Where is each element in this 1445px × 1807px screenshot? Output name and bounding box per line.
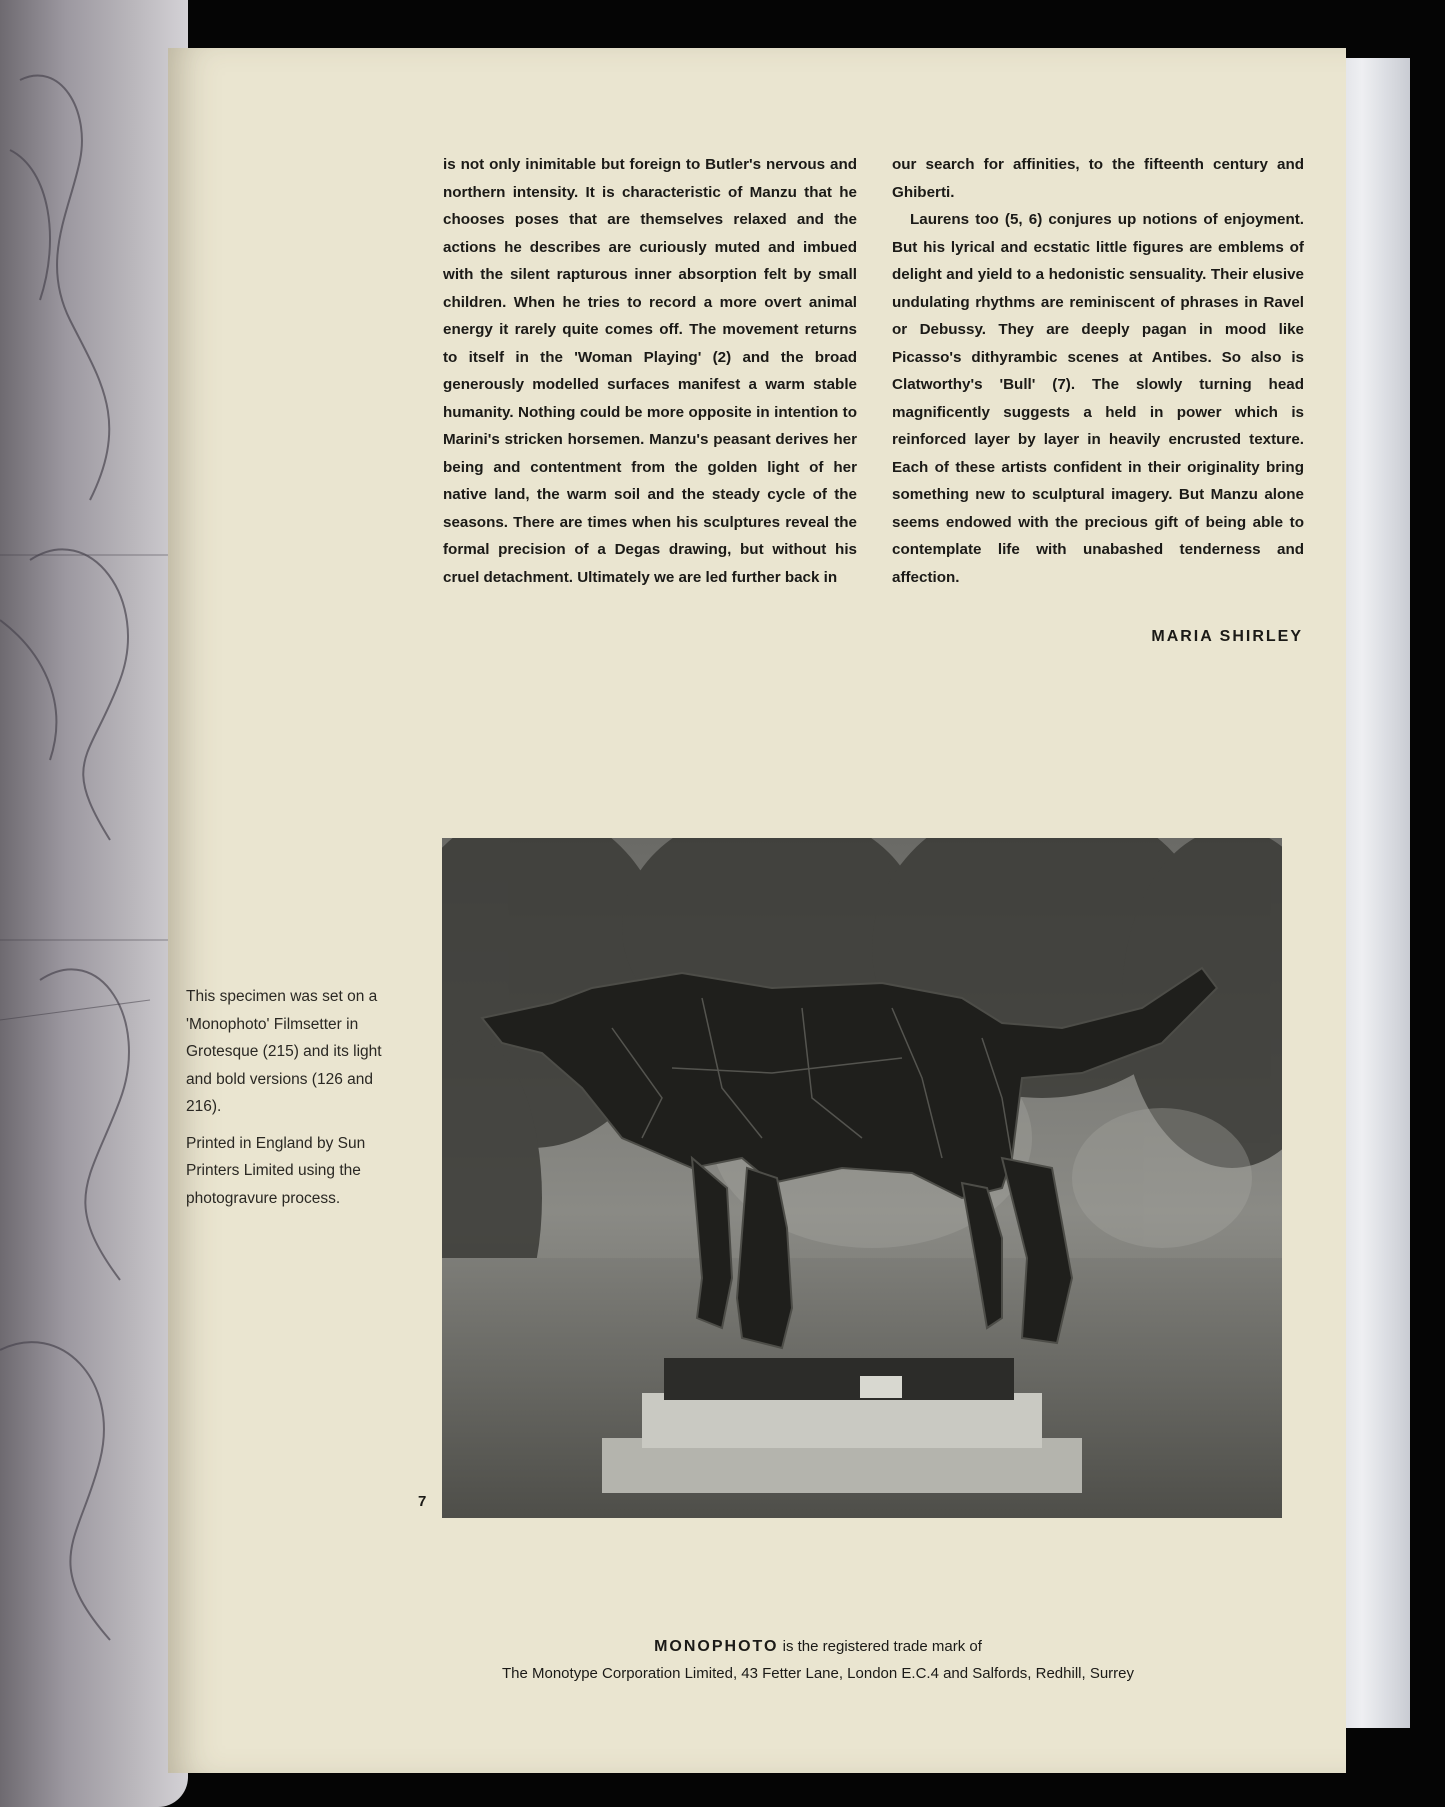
article-paragraph: is not only inimitable but foreign to Butler's nervous and northern intensity. It is characteristic of Manzu that he chooses poses that are themselves relaxed and the actions he describes are curiously muted and imbued with the silent rapturous inner absorption felt by small children. When he tries to record a more overt animal energy it rarely quite comes off. The movement returns to itself in the 'Woman Playing' (2) and the broad generously modelled surfaces manifest a warm stable humanity. Nothing could be more opposite in intention to Marini's stricken horsemen. Manzu's peasant derives her being and contentment from the golden light of her native land, the warm soil and the steady cycle of the seasons. There are times when his sculptures reveal the formal precision of a Degas drawing, but without his cruel detachment. Ultimately we are led further back in [443,156,857,586]
trademark-footer [368,1633,1268,1687]
bull-sculpture-photo [442,838,1282,1518]
trademark-line [368,1633,1268,1660]
colophon-note [186,983,396,1221]
company-address: The Monotype Corporation Limited, 43 Fetter Lane, London E.C.4 and Salfords, Redhill, Surrey [501,1665,1135,1682]
bull-sculpture-image [442,838,1282,1518]
specimen-note: This specimen was set on a 'Monophoto' Filmsetter in Grotesque (215) and its light and bold versions (126 and 216). [186,988,382,1115]
printer-note: Printed in England by Sun Printers Limited using the photogravure process. [186,1134,366,1207]
book-page [168,48,1346,1773]
trademark-text: is the registered trade mark of [778,1638,982,1655]
article-paragraph: our search for affinities, to the fifteenth century and Ghiberti. [892,156,1304,201]
sketch-illustration [0,0,188,1807]
author-name: MARIA SHIRLEY [1151,628,1303,645]
brand-name: MONOPHOTO [654,1638,779,1655]
facing-page-drawing [0,0,188,1807]
article-column-right [892,151,1304,591]
article-column-left [443,151,857,591]
figure-number: 7 [418,1493,427,1510]
article-paragraph: Laurens too (5, 6) conjures up notions of enjoyment. But his lyrical and ecstatic little figures are emblems of delight and yield to a hedonistic sensuality. Their elusive undulating rhythms are reminiscent of phrases in Ravel or Debussy. They are deeply pagan in mood like Picasso's dithyrambic scenes at Antibes. So also is Clatworthy's 'Bull' (7). The slowly turning head magnificently suggests a held in power which is reinforced layer by layer in heavily encrusted texture. Each of these artists confident in their originality bring something new to sculptural imagery. But Manzu alone seems endowed with the precious gift of being able to contemplate life with unabashed tenderness and affection. [892,211,1304,586]
